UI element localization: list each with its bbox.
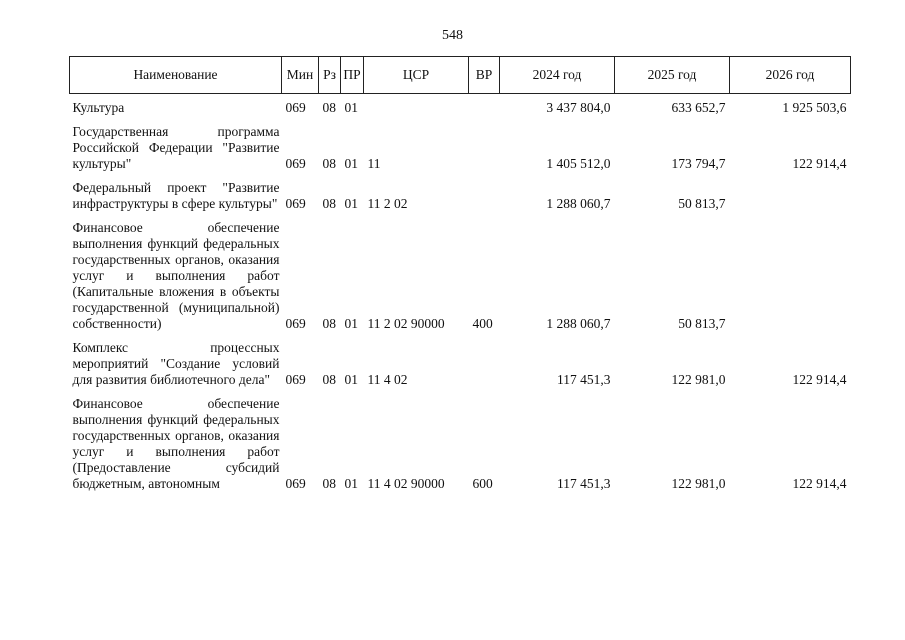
table-header-row [70, 57, 851, 94]
column-header-min: Мин [282, 57, 319, 94]
row-csr: 11 2 02 90000 [367, 316, 445, 331]
row-2026: 1 925 503,6 [782, 100, 847, 115]
table-row [70, 116, 851, 172]
column-header-vr: ВР [469, 57, 500, 94]
row-2025: 173 794,7 [671, 156, 726, 171]
column-header-csr: ЦСР [364, 57, 469, 94]
row-vr: 400 [472, 316, 493, 331]
column-header-2024: 2024 год [500, 57, 615, 94]
budget-table [69, 56, 851, 492]
row-2024: 1 288 060,7 [546, 316, 611, 331]
row-min: 069 [285, 316, 306, 331]
row-min: 069 [285, 196, 306, 211]
row-2026 [730, 212, 851, 332]
row-pr: 01 [344, 196, 358, 211]
row-name: Федеральный проект "Развитие инфраструктуры в сфере культуры" [72, 180, 280, 211]
row-vr [469, 332, 500, 388]
row-vr [469, 116, 500, 172]
table-row [70, 388, 851, 492]
column-header-2026: 2026 год [730, 57, 851, 94]
row-name: Культура [72, 100, 125, 115]
row-2025: 122 981,0 [671, 476, 726, 491]
row-min: 069 [285, 100, 306, 115]
table-row [70, 332, 851, 388]
row-pr: 01 [344, 476, 358, 491]
table-row [70, 94, 851, 117]
row-2024: 3 437 804,0 [546, 100, 611, 115]
column-header-rz: Рз [319, 57, 341, 94]
column-header-name: Наименование [70, 57, 282, 94]
row-2024: 1 405 512,0 [546, 156, 611, 171]
row-2025: 50 813,7 [678, 316, 726, 331]
row-rz: 08 [322, 100, 336, 115]
row-csr [364, 94, 469, 117]
row-csr: 11 4 02 [367, 372, 408, 387]
row-pr: 01 [344, 316, 358, 331]
row-rz: 08 [322, 196, 336, 211]
row-2025: 50 813,7 [678, 196, 726, 211]
table-row [70, 212, 851, 332]
row-vr [469, 94, 500, 117]
row-min: 069 [285, 372, 306, 387]
row-name: Финансовое обеспечение выполнения функций федеральных государственных органов, оказания услуг и выполнения работ (Предоставление субсидий бюджетным, автономным [72, 396, 280, 491]
row-rz: 08 [322, 156, 336, 171]
row-min: 069 [285, 476, 306, 491]
row-csr: 11 2 02 [367, 196, 408, 211]
row-rz: 08 [322, 476, 336, 491]
row-vr [469, 172, 500, 212]
row-name: Финансовое обеспечение выполнения функций федеральных государственных органов, оказания услуг и выполнения работ (Капитальные вложения в объекты государственной (муниципальной) собственности) [72, 220, 280, 331]
row-2024: 117 451,3 [557, 476, 611, 491]
row-csr: 11 [367, 156, 381, 171]
row-2025: 633 652,7 [671, 100, 726, 115]
row-rz: 08 [322, 316, 336, 331]
row-2026: 122 914,4 [792, 156, 847, 171]
row-2024: 1 288 060,7 [546, 196, 611, 211]
row-pr: 01 [344, 156, 358, 171]
row-2026: 122 914,4 [792, 476, 847, 491]
row-2025: 122 981,0 [671, 372, 726, 387]
table-row [70, 172, 851, 212]
row-min: 069 [285, 156, 306, 171]
column-header-pr: ПР [341, 57, 364, 94]
row-name: Комплекс процессных мероприятий "Создание условий для развития библиотечного дела" [72, 340, 280, 387]
row-pr: 01 [344, 100, 358, 115]
row-rz: 08 [322, 372, 336, 387]
row-2026 [730, 172, 851, 212]
row-2024: 117 451,3 [557, 372, 611, 387]
page-number: 548 [442, 28, 463, 43]
row-pr: 01 [344, 372, 358, 387]
row-name: Государственная программа Российской Федерации "Развитие культуры" [72, 124, 280, 171]
column-header-2025: 2025 год [615, 57, 730, 94]
row-2026: 122 914,4 [792, 372, 847, 387]
row-csr: 11 4 02 90000 [367, 476, 445, 491]
row-vr: 600 [472, 476, 493, 491]
